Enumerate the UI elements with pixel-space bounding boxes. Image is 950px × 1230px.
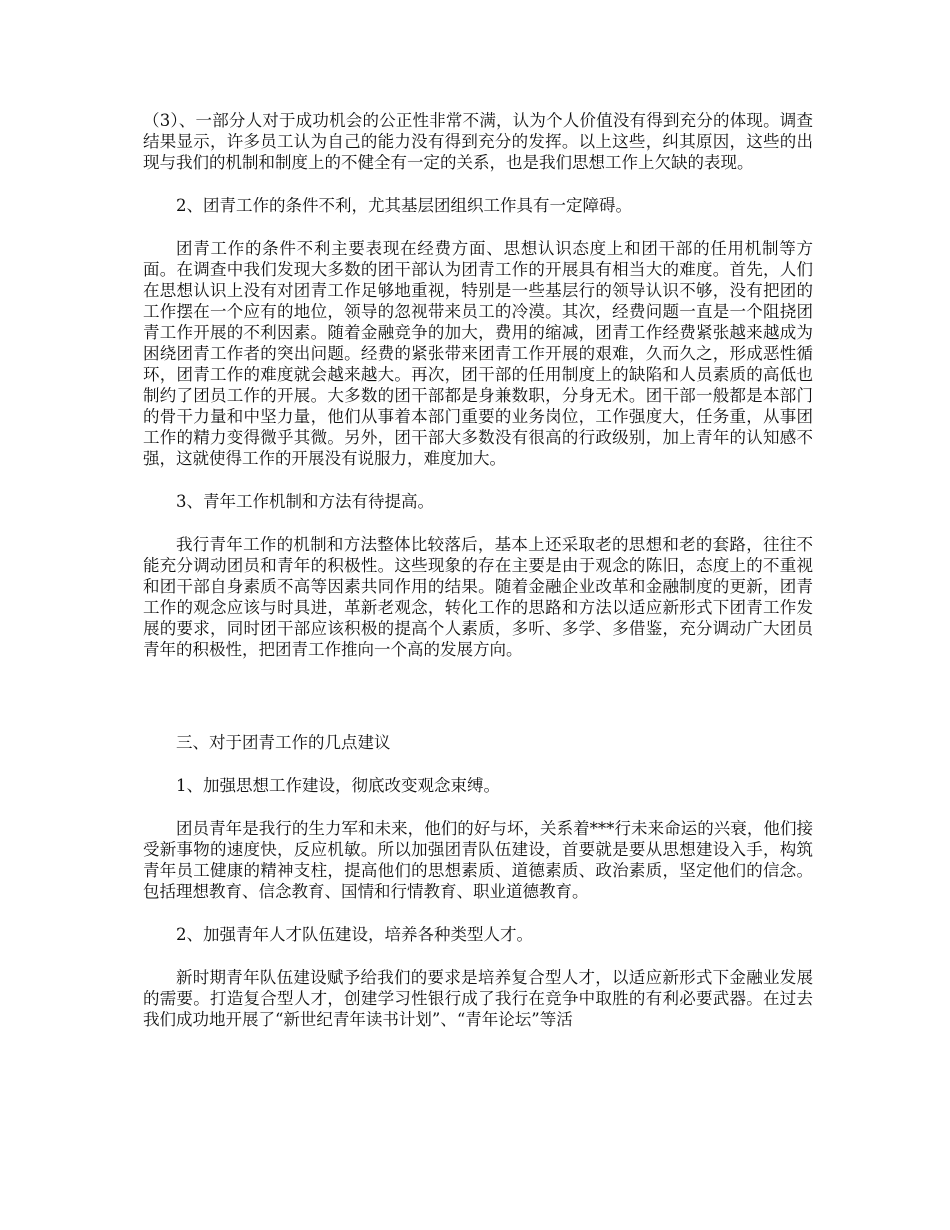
- paragraph-point-3: （3）、一部分人对于成功机会的公正性非常不满，认为个人价值没有得到充分的体现。调查结果显示，许多员工认为自己的能力没有得到充分的发挥。以上这些，纠其原因，这些的出现与我们的机制和制度上的不健全有一定的关系，也是我们思想工作上欠缺的表现。: [143, 111, 813, 172]
- heading-ideology: 1、加强思想工作建设，彻底改变观念束缚。: [176, 776, 500, 795]
- heading-conditions: 2、团青工作的条件不利，尤其基层团组织工作具有一定障碍。: [176, 196, 632, 215]
- heading-talent: 2、加强青年人才队伍建设，培养各种类型人才。: [176, 925, 533, 944]
- document-body: [143, 110, 813, 1030]
- heading-mechanism: 3、青年工作机制和方法有待提高。: [176, 492, 434, 511]
- paragraph-talent: 新时期青年队伍建设赋予给我们的要求是培养复合型人才，以适应新形式下金融业发展的需要。打造复合型人才，创建学习性银行成了我行在竞争中取胜的有利必要武器。在过去我们成功地开展了“新世纪青年读书计划”、“青年论坛”等活: [143, 968, 813, 1029]
- paragraph-ideology: 团员青年是我行的生力军和未来，他们的好与坏，关系着***行未来命运的兴衰，他们接受新事物的速度快，反应机敏。所以加强团青队伍建设，首要就是要从思想建设入手，构筑青年员工健康的精神支柱，提高他们的思想素质、道德素质、政治素质，坚定他们的信念。包括理想教育、信念教育、国情和行情教育、职业道德教育。: [143, 819, 813, 901]
- paragraph-mechanism: 我行青年工作的机制和方法整体比较落后，基本上还采取老的思想和老的套路，往往不能充分调动团员和青年的积极性。这些现象的存在主要是由于观念的陈旧，态度上的不重视和团干部自身素质不高等因素共同作用的结果。随着金融企业改革和金融制度的更新，团青工作的观念应该与时具进，革新老观念，转化工作的思路和方法以适应新形式下团青工作发展的要求，同时团干部应该积极的提高个人素质，多听、多学、多借鉴，充分调动广大团员青年的积极性，把团青工作推向一个高的发展方向。: [143, 535, 813, 659]
- paragraph-conditions: 团青工作的条件不利主要表现在经费方面、思想认识态度上和团干部的任用机制等方面。在调查中我们发现大多数的团干部认为团青工作的开展具有相当大的难度。首先，人们在思想认识上没有对团青工作足够地重视，特别是一些基层行的领导认识不够，没有把团的工作摆在一个应有的地位，领导的忽视带来员工的冷漠。其次，经费问题一直是一个阻挠团青工作开展的不利因素。随着金融竞争的加大，费用的缩减，团青工作经费紧张越来越成为困绕团青工作者的突出问题。经费的紧张带来团青工作开展的艰难，久而久之，形成恶性循环，团青工作的难度就会越来越大。再次，团干部的任用制度上的缺陷和人员素质的高低也制约了团员工作的开展。大多数的团干部都是身兼数职，分身无术。团干部一般都是本部门的骨干力量和中坚力量，他们从事着本部门重要的业务岗位，工作强度大，任务重，从事团工作的精力变得微乎其微。另外，团干部大多数没有很高的行政级别，加上青年的认知感不强，这就使得工作的开展没有说服力，难度加大。: [143, 239, 813, 468]
- section-title-suggestions: 三、对于团青工作的几点建议: [176, 733, 391, 752]
